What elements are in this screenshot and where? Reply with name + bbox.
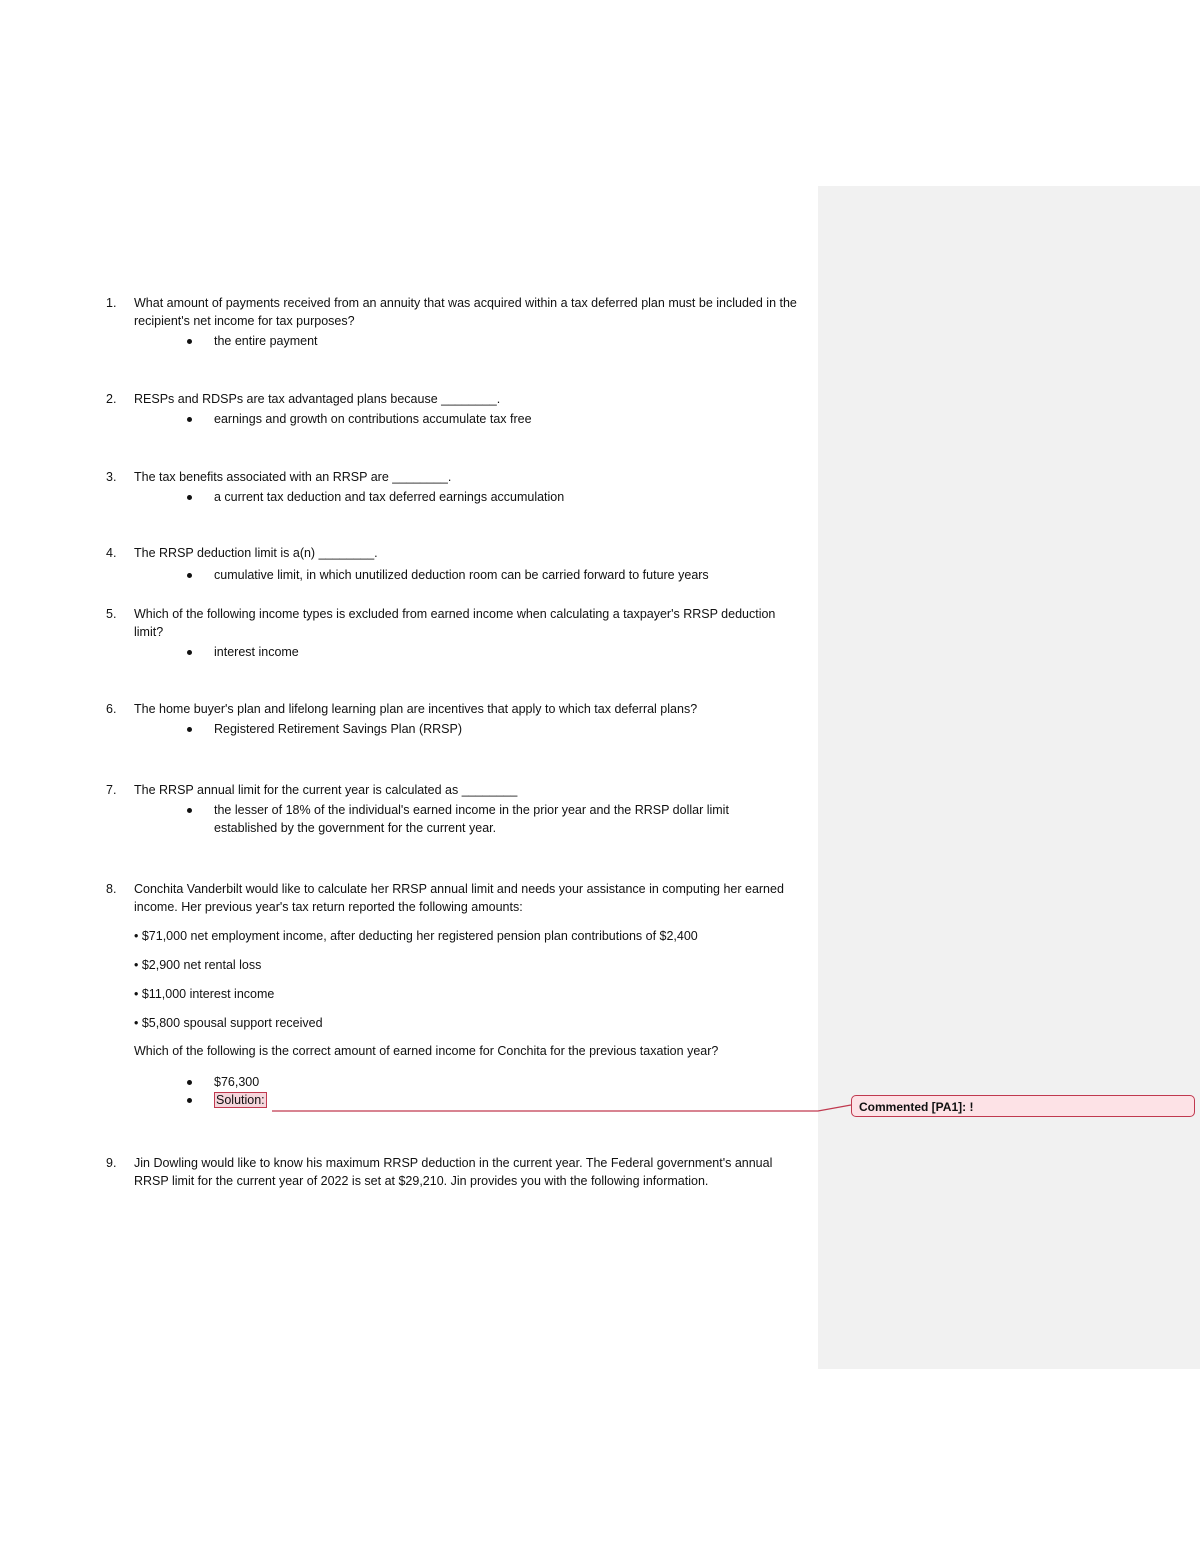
answer-bullet: a current tax deduction and tax deferred earnings accumulation (214, 488, 806, 506)
answer-bullet: the entire payment (214, 332, 806, 350)
amount-item: • $5,800 spousal support received (134, 1016, 323, 1030)
answer-bullet: interest income (214, 643, 806, 661)
question-text: Which of the following income types is excluded from earned income when calculating a taxpayer's RRSP deduction limit? (134, 607, 776, 639)
question-text: Jin Dowling would like to know his maximum RRSP deduction in the current year. The Federal government's annual RRSP limit for the current year of 2022 is set at $29,210. Jin provides you with the following information. (134, 1156, 773, 1188)
question-number: 5. (106, 607, 117, 621)
amount-item: • $2,900 net rental loss (134, 958, 262, 972)
answer-bullet: Registered Retirement Savings Plan (RRSP) (214, 720, 806, 738)
answer-bullet: $76,300 (214, 1073, 806, 1091)
question-text: The home buyer's plan and lifelong learning plan are incentives that apply to which tax deferral plans? (134, 702, 698, 716)
question-number: 2. (106, 392, 117, 406)
question-number: 3. (106, 470, 117, 484)
question-number: 6. (106, 702, 117, 716)
question-prompt: Which of the following is the correct amount of earned income for Conchita for the previous taxation year? (134, 1044, 719, 1058)
amount-item: • $11,000 interest income (134, 987, 275, 1001)
amount-item: • $71,000 net employment income, after deducting her registered pension plan contributions of $2,400 (134, 929, 698, 943)
question-number: 7. (106, 783, 117, 797)
question-text: Conchita Vanderbilt would like to calculate her RRSP annual limit and needs your assistance in computing her earned income. Her previous year's tax return reported the following amounts: (134, 882, 784, 914)
question-text: The tax benefits associated with an RRSP are ________. (134, 470, 452, 484)
solution-anchor[interactable]: Solution: (216, 1093, 265, 1107)
question-number: 9. (106, 1156, 117, 1170)
question-number: 1. (106, 296, 117, 310)
comment-label: Commented [PA1]: ! (859, 1100, 974, 1114)
answer-bullet: earnings and growth on contributions accumulate tax free (214, 410, 806, 428)
question-text: RESPs and RDSPs are tax advantaged plans because ________. (134, 392, 501, 406)
question-text: What amount of payments received from an annuity that was acquired within a tax deferred plan must be included in the recipient's net income for tax purposes? (134, 296, 797, 328)
question-number: 4. (106, 546, 117, 560)
question-text: The RRSP annual limit for the current year is calculated as ________ (134, 783, 518, 797)
question-text: The RRSP deduction limit is a(n) ________. (134, 546, 378, 560)
question-number: 8. (106, 882, 117, 896)
comment-balloon[interactable] (851, 1095, 1195, 1117)
answer-bullet: the lesser of 18% of the individual's earned income in the prior year and the RRSP dollar limit established by the government for the current year. (214, 801, 784, 837)
answer-bullet: cumulative limit, in which unutilized deduction room can be carried forward to future years (214, 566, 806, 584)
